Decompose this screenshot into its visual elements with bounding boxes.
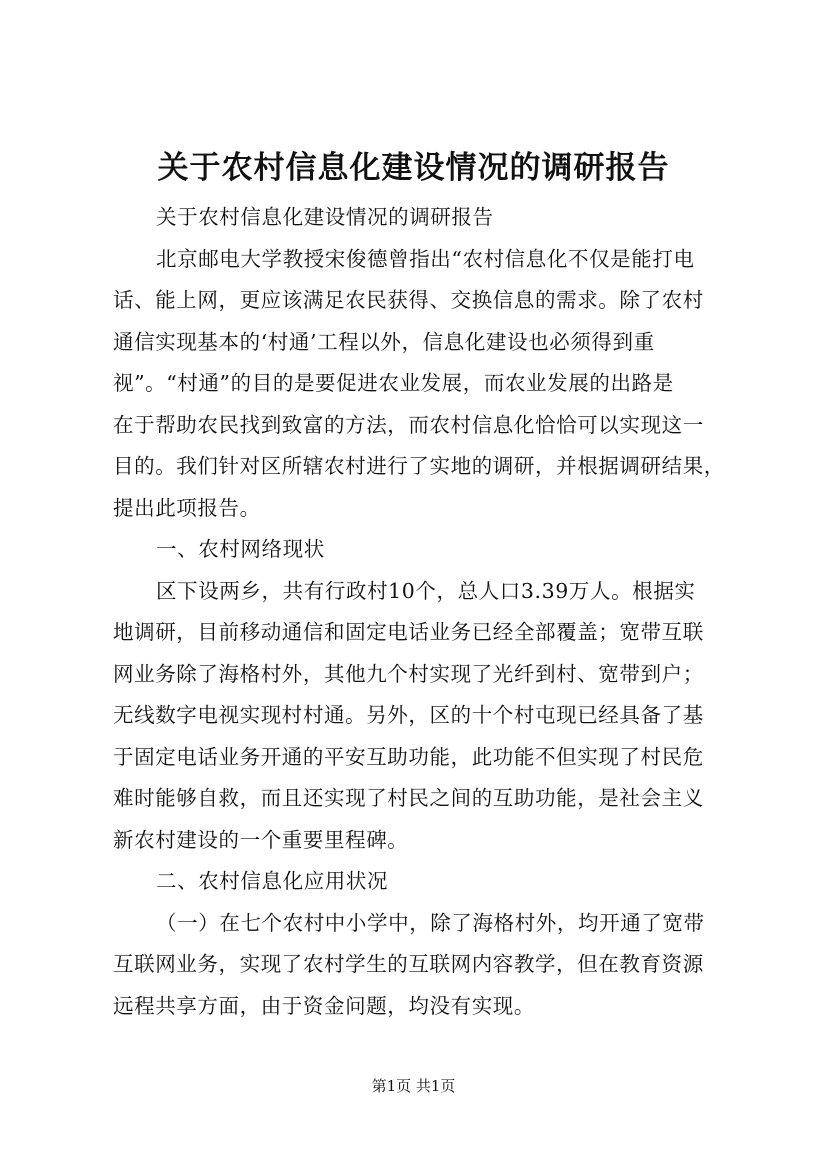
section-heading: 一、农村网络现状 (156, 537, 325, 561)
paragraph-line: 视”。“村通”的目的是要促进农业发展，而农业发展的出路是 (113, 371, 674, 395)
paragraph-line: 于固定电话业务开通的平安互助功能，此功能不但实现了村民危 (113, 744, 704, 769)
paragraph-line: 目的。我们针对区所辖农村进行了实地的调研，并根据调研结果， (113, 454, 725, 478)
paragraph-line: 无线数字电视实现村村通。另外，区的十个村屯现已经具备了基 (113, 703, 704, 727)
paragraph-line: 难时能够自救，而且还实现了村民之间的互助功能，是社会主义 (113, 786, 704, 810)
paragraph-line: 网业务除了海格村外，其他九个村实现了光纤到村、宽带到户； (113, 661, 704, 686)
document-body (113, 197, 733, 1027)
document-title: 关于农村信息化建设情况的调研报告 (157, 150, 670, 186)
paragraph-line: 话、能上网，更应该满足农民获得、交换信息的需求。除了农村 (113, 288, 704, 312)
paragraph-line: 在于帮助农民找到致富的方法，而农村信息化恰恰可以实现这一 (113, 412, 704, 437)
paragraph-line: 互联网业务，实现了农村学生的互联网内容教学，但在教育资源 (113, 952, 704, 976)
paragraph-line: 区下设两乡，共有行政村10个，总人口3.39万人。根据实 (156, 578, 696, 603)
subtitle-line: 关于农村信息化建设情况的调研报告 (156, 205, 494, 229)
paragraph-line: 远程共享方面，由于资金问题，均没有实现。 (113, 993, 535, 1018)
paragraph-line: 地调研，目前移动通信和固定电话业务已经全部覆盖；宽带互联 (113, 620, 704, 644)
paragraph-line: 提出此项报告。 (113, 495, 261, 520)
paragraph-line: 新农村建设的一个重要里程碑。 (113, 827, 409, 852)
paragraph-line: 通信实现基本的‘村通’工程以外，信息化建设也必须得到重 (113, 329, 655, 354)
paragraph-line: 北京邮电大学教授宋俊德曾指出“农村信息化不仅是能打电 (156, 246, 695, 271)
paragraph-line: （一）在七个农村中小学中，除了海格村外，均开通了宽带 (156, 910, 705, 935)
page-number: 第1页 共1页 (371, 1077, 456, 1095)
section-heading: 二、农村信息化应用状况 (156, 869, 389, 893)
